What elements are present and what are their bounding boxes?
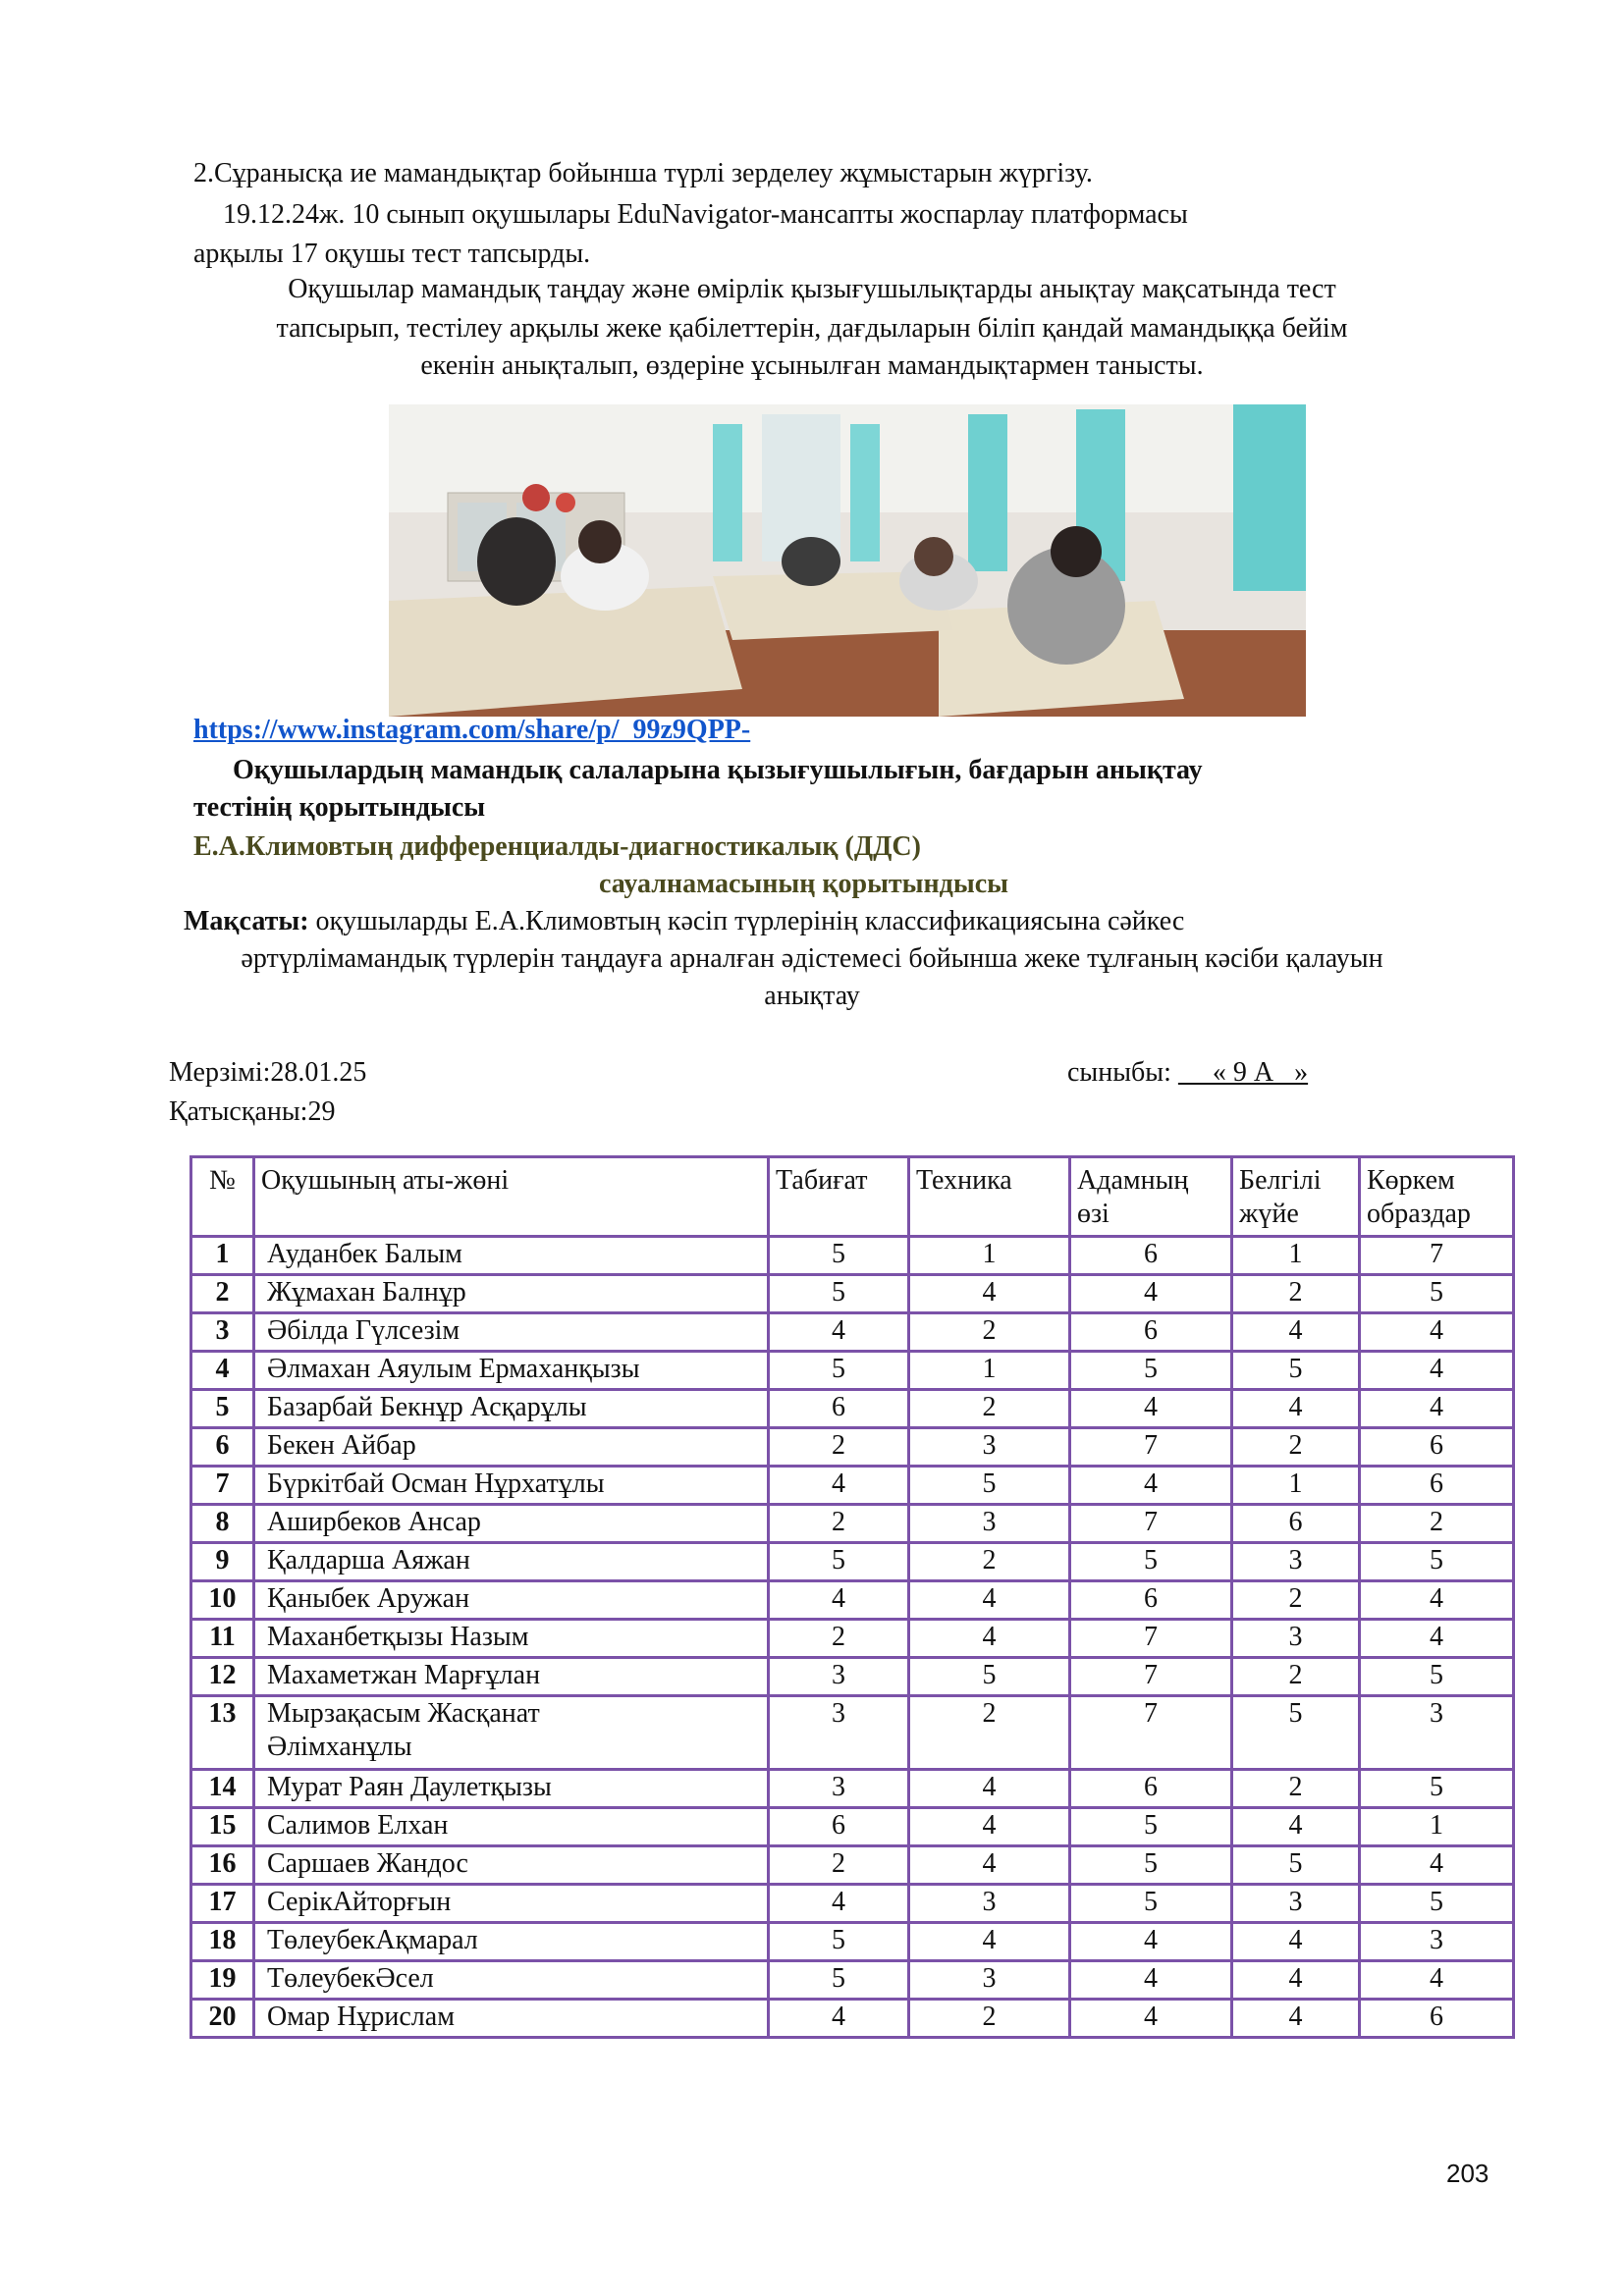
score-human: 6 [1070, 1581, 1232, 1620]
table-row [191, 1885, 1514, 1923]
table-row [191, 1961, 1514, 2000]
score-technique: 4 [909, 1275, 1070, 1313]
student-name-line-1: Қалдарша Аяжан [267, 1545, 470, 1575]
student-name [254, 2000, 769, 2038]
classroom-photo [389, 404, 1306, 717]
student-name [254, 1581, 769, 1620]
score-artistic: 4 [1360, 1581, 1514, 1620]
score-artistic: 4 [1360, 1961, 1514, 2000]
score-nature: 2 [769, 1428, 909, 1467]
header-human [1070, 1157, 1232, 1237]
score-human: 7 [1070, 1620, 1232, 1658]
score-human: 4 [1070, 1923, 1232, 1961]
score-artistic: 4 [1360, 1846, 1514, 1885]
table-row [191, 1428, 1514, 1467]
score-nature: 5 [769, 1923, 909, 1961]
student-name-line-1: Әбілда Гүлсезім [267, 1315, 460, 1346]
score-technique: 5 [909, 1658, 1070, 1696]
header-art-line-1: Көркем [1367, 1165, 1455, 1196]
student-name-line-1: Әлмахан Аяулым Ермаханқызы [267, 1354, 640, 1384]
student-name [254, 1428, 769, 1467]
score-human: 7 [1070, 1428, 1232, 1467]
score-nature: 5 [769, 1961, 909, 2000]
intro-line-1: 2.Сұранысқа ие мамандықтар бойынша түрлі зерделеу жұмыстарын жүргізу. [193, 158, 1093, 188]
student-name-line-1: Жұмахан Балнұр [267, 1277, 466, 1308]
student-name [254, 1658, 769, 1696]
score-artistic: 4 [1360, 1313, 1514, 1352]
student-name-line-1: Қаныбек Аружан [267, 1583, 470, 1614]
student-name [254, 1467, 769, 1505]
score-nature: 6 [769, 1390, 909, 1428]
score-technique: 4 [909, 1581, 1070, 1620]
score-technique: 3 [909, 1885, 1070, 1923]
purpose-line-2: әртүрлімамандық түрлерін таңдауға арналған әдістемесі бойынша жеке тұлғаның кәсіби қалауын [241, 943, 1383, 974]
score-artistic: 2 [1360, 1505, 1514, 1543]
score-nature: 5 [769, 1237, 909, 1275]
score-artistic: 6 [1360, 1428, 1514, 1467]
score-nature: 4 [769, 1581, 909, 1620]
header-nature: Табиғат [769, 1157, 909, 1237]
score-sign-system: 2 [1232, 1658, 1360, 1696]
score-technique: 1 [909, 1352, 1070, 1390]
score-nature: 4 [769, 1313, 909, 1352]
student-name-line-1: Базарбай Бекнұр Асқарұлы [267, 1392, 587, 1422]
heading-line-3: Е.А.Климовтың дифференциалды-диагностикалық (ДДС) [193, 831, 921, 862]
heading-line-2: тестінің қорытындысы [193, 792, 486, 823]
score-sign-system: 2 [1232, 1428, 1360, 1467]
score-human: 6 [1070, 1237, 1232, 1275]
student-name [254, 1390, 769, 1428]
table-header-row [191, 1157, 1514, 1237]
score-artistic: 7 [1360, 1237, 1514, 1275]
header-human-line-1: Адамның [1077, 1165, 1189, 1196]
score-human: 7 [1070, 1658, 1232, 1696]
heading-line-1: Оқушылардың мамандық салаларына қызығушылығын, бағдарын анықтау [233, 755, 1203, 785]
table-row [191, 1620, 1514, 1658]
score-nature: 4 [769, 2000, 909, 2038]
row-number: 15 [191, 1808, 254, 1846]
score-sign-system: 1 [1232, 1467, 1360, 1505]
score-artistic: 1 [1360, 1808, 1514, 1846]
score-technique: 5 [909, 1467, 1070, 1505]
table-row [191, 1352, 1514, 1390]
header-technique: Техника [909, 1157, 1070, 1237]
score-sign-system: 3 [1232, 1543, 1360, 1581]
page-number: 203 [1446, 2159, 1489, 2188]
participants-label: Қатысқаны:29 [169, 1096, 336, 1127]
table-row [191, 1770, 1514, 1808]
score-human: 5 [1070, 1808, 1232, 1846]
student-name [254, 1543, 769, 1581]
row-number: 1 [191, 1237, 254, 1275]
student-name [254, 1313, 769, 1352]
score-human: 7 [1070, 1696, 1232, 1770]
table-row [191, 1543, 1514, 1581]
score-artistic: 6 [1360, 2000, 1514, 2038]
score-sign-system: 2 [1232, 1581, 1360, 1620]
score-technique: 2 [909, 2000, 1070, 2038]
table-row [191, 1658, 1514, 1696]
header-number: № [191, 1157, 254, 1237]
score-technique: 3 [909, 1961, 1070, 2000]
table-row [191, 1808, 1514, 1846]
row-number: 5 [191, 1390, 254, 1428]
row-number: 18 [191, 1923, 254, 1961]
score-technique: 2 [909, 1696, 1070, 1770]
score-technique: 3 [909, 1428, 1070, 1467]
row-number: 13 [191, 1696, 254, 1770]
class-label: сыныбы: [1067, 1057, 1178, 1088]
row-number: 4 [191, 1352, 254, 1390]
student-name-line-1: Махаметжан Марғұлан [267, 1660, 541, 1690]
student-name-line-2: Әлімханұлы [267, 1732, 412, 1762]
student-name [254, 1923, 769, 1961]
student-name-line-1: ТөлеубекАқмарал [267, 1925, 478, 1955]
header-artistic [1360, 1157, 1514, 1237]
score-technique: 4 [909, 1923, 1070, 1961]
student-name [254, 1961, 769, 2000]
row-number: 2 [191, 1275, 254, 1313]
student-name-line-1: Маханбетқызы Назым [267, 1622, 529, 1652]
row-number: 19 [191, 1961, 254, 2000]
student-name [254, 1846, 769, 1885]
table-row [191, 1505, 1514, 1543]
intro-line-2: 19.12.24ж. 10 сынып оқушылары EduNavigator-мансапты жоспарлау платформасы [223, 199, 1188, 230]
purpose-line-1 [184, 905, 1184, 938]
score-artistic: 4 [1360, 1620, 1514, 1658]
score-sign-system: 4 [1232, 1808, 1360, 1846]
score-nature: 3 [769, 1770, 909, 1808]
student-name [254, 1770, 769, 1808]
score-technique: 4 [909, 1770, 1070, 1808]
score-nature: 3 [769, 1658, 909, 1696]
results-table [189, 1155, 1515, 2039]
score-artistic: 4 [1360, 1390, 1514, 1428]
student-name-line-1: Ауданбек Балым [267, 1239, 462, 1269]
row-number: 3 [191, 1313, 254, 1352]
table-row [191, 1923, 1514, 1961]
score-artistic: 3 [1360, 1696, 1514, 1770]
row-number: 14 [191, 1770, 254, 1808]
score-technique: 4 [909, 1808, 1070, 1846]
student-name-line-1: Бүркітбай Осман Нұрхатұлы [267, 1468, 605, 1499]
purpose-text-1: оқушыларды Е.А.Климовтың кәсіп түрлерінің классификациясына сәйкес [308, 906, 1185, 936]
student-name-line-1: Саршаев Жандос [267, 1848, 468, 1879]
score-artistic: 5 [1360, 1885, 1514, 1923]
score-nature: 5 [769, 1352, 909, 1390]
score-sign-system: 5 [1232, 1846, 1360, 1885]
score-sign-system: 4 [1232, 1961, 1360, 2000]
row-number: 6 [191, 1428, 254, 1467]
score-human: 6 [1070, 1770, 1232, 1808]
score-human: 4 [1070, 1390, 1232, 1428]
header-name: Оқушының аты-жөні [254, 1157, 769, 1237]
student-name [254, 1352, 769, 1390]
table-row [191, 1581, 1514, 1620]
score-nature: 2 [769, 1620, 909, 1658]
score-human: 5 [1070, 1846, 1232, 1885]
table-row [191, 1696, 1514, 1770]
score-sign-system: 5 [1232, 1696, 1360, 1770]
score-sign-system: 2 [1232, 1275, 1360, 1313]
student-name [254, 1505, 769, 1543]
score-sign-system: 3 [1232, 1885, 1360, 1923]
header-sign-line-2: жүйе [1239, 1199, 1299, 1229]
score-technique: 2 [909, 1313, 1070, 1352]
score-sign-system: 4 [1232, 1313, 1360, 1352]
header-sign-line-1: Белгілі [1239, 1165, 1322, 1196]
score-human: 4 [1070, 1467, 1232, 1505]
student-name [254, 1885, 769, 1923]
heading-line-4: сауалнамасының қорытындысы [599, 869, 1008, 899]
student-name-line-1: Салимов Елхан [267, 1810, 449, 1841]
row-number: 12 [191, 1658, 254, 1696]
student-name-line-1: Мырзақасым Жасқанат [267, 1698, 540, 1729]
score-sign-system: 2 [1232, 1770, 1360, 1808]
student-name-line-1: Бекен Айбар [267, 1430, 416, 1461]
score-artistic: 5 [1360, 1770, 1514, 1808]
purpose-line-3: анықтау [764, 981, 860, 1011]
score-human: 5 [1070, 1352, 1232, 1390]
score-artistic: 5 [1360, 1275, 1514, 1313]
class-value: « 9 А » [1177, 1057, 1309, 1088]
score-sign-system: 6 [1232, 1505, 1360, 1543]
intro-line-3: арқылы 17 оқушы тест тапсырды. [193, 239, 591, 269]
student-name-line-1: СерікАйторғын [267, 1887, 452, 1917]
table-row [191, 1390, 1514, 1428]
table-row [191, 1313, 1514, 1352]
intro-line-4: Оқушылар мамандық таңдау және өмірлік қызығушылықтарды анықтау мақсатында тест [288, 274, 1336, 304]
score-human: 7 [1070, 1505, 1232, 1543]
score-human: 5 [1070, 1543, 1232, 1581]
instagram-link[interactable]: https://www.instagram.com/share/p/_99z9QPP- [193, 715, 751, 745]
score-nature: 5 [769, 1275, 909, 1313]
score-nature: 6 [769, 1808, 909, 1846]
student-name-line-1: ТөлеубекӘсел [267, 1963, 434, 1994]
score-technique: 1 [909, 1237, 1070, 1275]
student-name [254, 1237, 769, 1275]
score-nature: 3 [769, 1696, 909, 1770]
row-number: 10 [191, 1581, 254, 1620]
score-artistic: 5 [1360, 1658, 1514, 1696]
score-sign-system: 5 [1232, 1352, 1360, 1390]
table-row [191, 1467, 1514, 1505]
header-art-line-2: образдар [1367, 1199, 1471, 1229]
row-number: 16 [191, 1846, 254, 1885]
score-human: 4 [1070, 2000, 1232, 2038]
row-number: 7 [191, 1467, 254, 1505]
intro-line-5: тапсырып, тестілеу арқылы жеке қабілеттерін, дағдыларын біліп қандай мамандыққа бейім [276, 313, 1348, 344]
score-human: 4 [1070, 1961, 1232, 2000]
score-technique: 3 [909, 1505, 1070, 1543]
score-technique: 4 [909, 1846, 1070, 1885]
row-number: 20 [191, 2000, 254, 2038]
student-name [254, 1696, 769, 1770]
score-technique: 4 [909, 1620, 1070, 1658]
row-number: 17 [191, 1885, 254, 1923]
row-number: 9 [191, 1543, 254, 1581]
score-human: 6 [1070, 1313, 1232, 1352]
student-name [254, 1808, 769, 1846]
score-technique: 2 [909, 1390, 1070, 1428]
student-name-line-1: Мурат Раян Даулетқызы [267, 1772, 552, 1802]
score-human: 5 [1070, 1885, 1232, 1923]
score-nature: 2 [769, 1846, 909, 1885]
score-nature: 4 [769, 1467, 909, 1505]
student-name [254, 1620, 769, 1658]
score-artistic: 6 [1360, 1467, 1514, 1505]
score-sign-system: 4 [1232, 1390, 1360, 1428]
score-sign-system: 4 [1232, 1923, 1360, 1961]
class-info [1067, 1056, 1308, 1090]
intro-line-6: екенін анықталып, өздеріне ұсынылған мамандықтармен танысты. [420, 350, 1204, 381]
score-sign-system: 3 [1232, 1620, 1360, 1658]
table-row [191, 2000, 1514, 2038]
student-name-line-1: Омар Нұрислам [267, 2002, 455, 2032]
table-row [191, 1237, 1514, 1275]
date-label: Мерзімі:28.01.25 [169, 1057, 367, 1088]
score-sign-system: 4 [1232, 2000, 1360, 2038]
row-number: 8 [191, 1505, 254, 1543]
header-human-line-2: өзі [1077, 1199, 1110, 1229]
score-artistic: 4 [1360, 1352, 1514, 1390]
student-name-line-1: Аширбеков Ансар [267, 1507, 481, 1537]
score-sign-system: 1 [1232, 1237, 1360, 1275]
score-human: 4 [1070, 1275, 1232, 1313]
student-name [254, 1275, 769, 1313]
purpose-label: Мақсаты: [184, 906, 309, 936]
score-nature: 5 [769, 1543, 909, 1581]
score-nature: 4 [769, 1885, 909, 1923]
score-artistic: 3 [1360, 1923, 1514, 1961]
score-technique: 2 [909, 1543, 1070, 1581]
table-row [191, 1846, 1514, 1885]
row-number: 11 [191, 1620, 254, 1658]
header-sign-system [1232, 1157, 1360, 1237]
table-row [191, 1275, 1514, 1313]
score-artistic: 5 [1360, 1543, 1514, 1581]
score-nature: 2 [769, 1505, 909, 1543]
